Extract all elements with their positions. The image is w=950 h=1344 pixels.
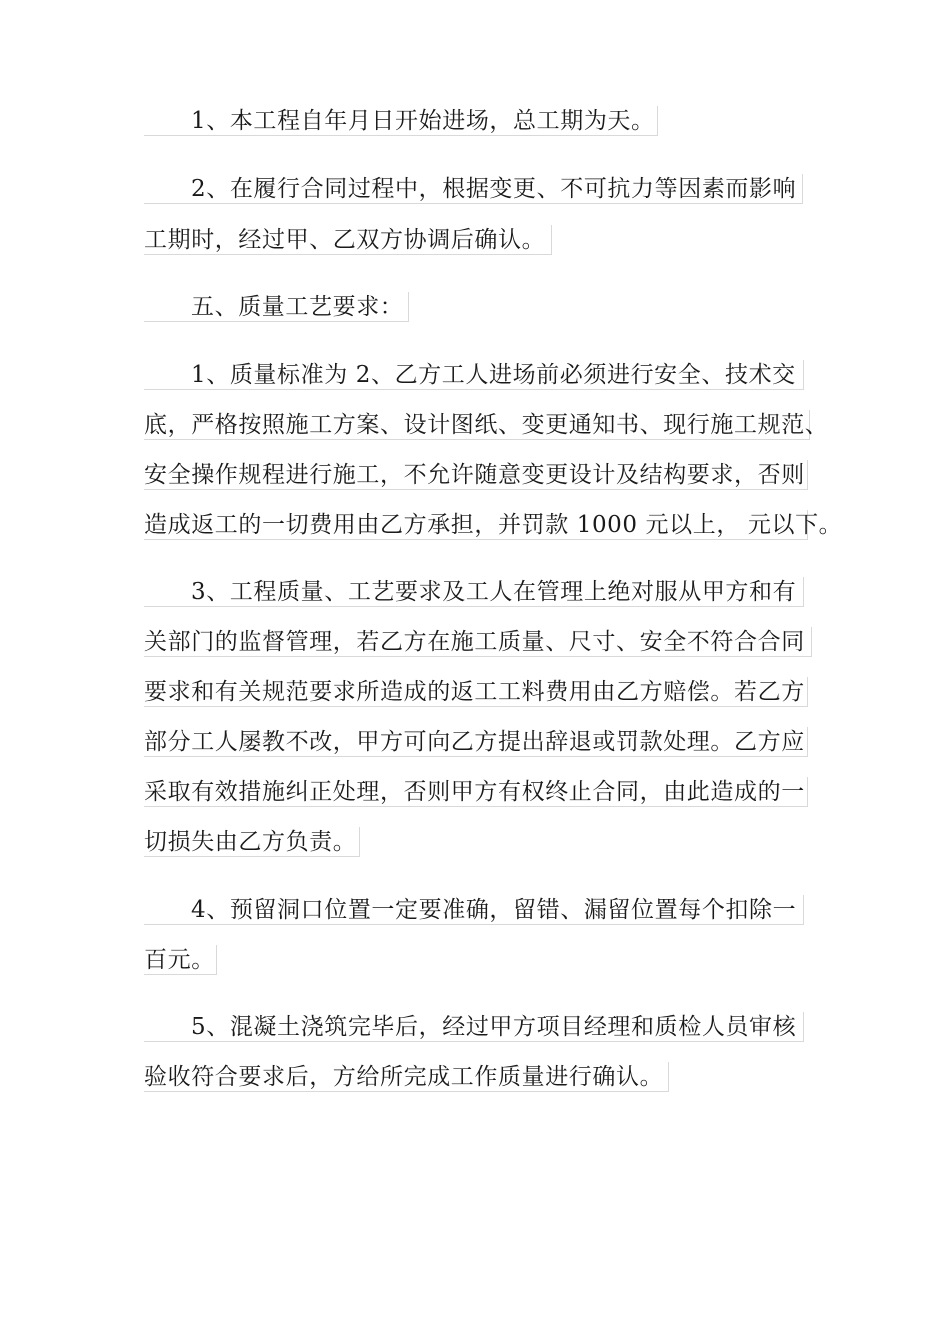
paragraph-line: 安全操作规程进行施工，不允许随意变更设计及结构要求，否则 — [144, 460, 808, 490]
paragraph-line: 要求和有关规范要求所造成的返工工料费用由乙方赔偿。若乙方 — [144, 677, 808, 707]
paragraph-line: 百元。 — [144, 945, 217, 975]
paragraph-line: 底，严格按照施工方案、设计图纸、变更通知书、现行施工规范、 — [144, 412, 829, 438]
paragraph-line: 3、工程质量、工艺要求及工人在管理上绝对服从甲方和有 — [144, 577, 804, 607]
section-heading: 五、质量工艺要求： — [144, 292, 409, 322]
paragraph-line: 切损失由乙方负责。 — [144, 827, 360, 857]
paragraph-line: 关部门的监督管理，若乙方在施工质量、尺寸、安全不符合合同 — [144, 627, 812, 657]
paragraph-line: 5、混凝土浇筑完毕后，经过甲方项目经理和质检人员审核 — [144, 1012, 804, 1042]
paragraph-line: 1、本工程自年月日开始进场，总工期为天。 — [144, 106, 658, 136]
paragraph-line: 4、预留洞口位置一定要准确，留错、漏留位置每个扣除一 — [144, 895, 804, 925]
paragraph-line: 造成返工的一切费用由乙方承担，并罚款 1000 元以上， 元以下。 — [144, 512, 843, 538]
paragraph-line: 验收符合要求后，方给所完成工作质量进行确认。 — [144, 1062, 669, 1092]
paragraph-line: 2、在履行合同过程中，根据变更、不可抗力等因素而影响 — [144, 174, 803, 204]
paragraph-line: 部分工人屡教不改，甲方可向乙方提出辞退或罚款处理。乙方应 — [144, 727, 808, 757]
paragraph-line: 1、质量标准为 2、乙方工人进场前必须进行安全、技术交 — [144, 360, 804, 390]
paragraph-line: 工期时，经过甲、乙双方协调后确认。 — [144, 225, 552, 255]
paragraph-line: 采取有效措施纠正处理，否则甲方有权终止合同，由此造成的一 — [144, 777, 808, 807]
